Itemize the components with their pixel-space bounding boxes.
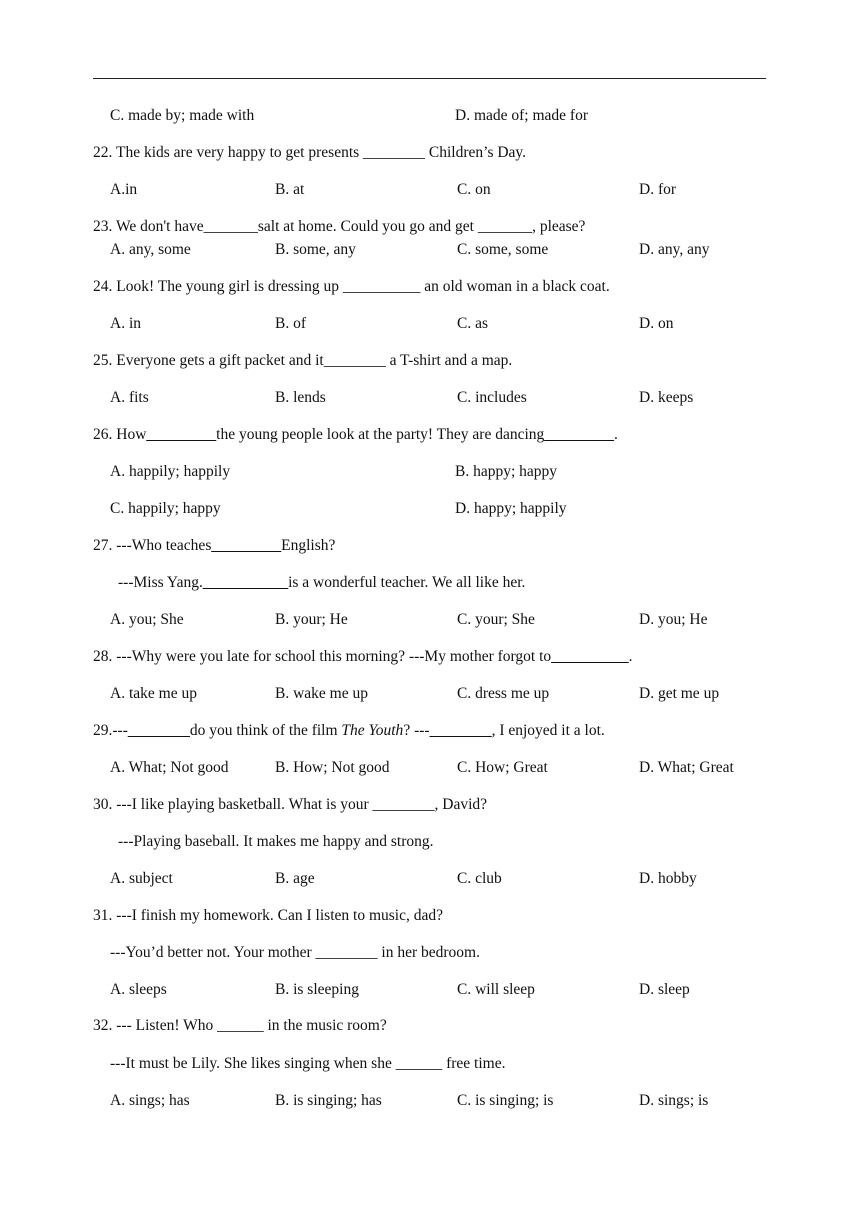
q24-option-d: D. on [639,315,674,332]
q30-option-c: C. club [457,870,502,887]
q23-option-a: A. any, some [110,241,191,258]
q31-reply: ---You’d better not. Your mother ________ in her bedroom. [110,944,480,961]
q29-stem-a: 29.--- [93,722,128,739]
q29-option-d: D. What; Great [639,759,734,776]
q26-stem-b: the young people look at the party! They are dancing [216,426,545,443]
q26-stem-c: . [614,426,618,443]
q25-option-d: D. keeps [639,389,694,406]
q26-option-c: C. happily; happy [110,500,221,517]
q26-option-d: D. happy; happily [455,500,567,517]
q24-option-b: B. of [275,315,306,332]
q29-stem-b: do you think of the film [189,722,342,739]
q31-option-d: D. sleep [639,981,690,998]
q28-option-a: A. take me up [110,685,197,702]
q31-option-a: A. sleeps [110,981,167,998]
q29-option-a: A. What; Not good [110,759,229,776]
q30-option-d: D. hobby [639,870,697,887]
q29-option-b: B. How; Not good [275,759,390,776]
q32-reply: ---It must be Lily. She likes singing when she ______ free time. [110,1055,506,1072]
q32-option-a: A. sings; has [110,1092,190,1109]
q27-stem [93,536,335,556]
q30-option-a: A. subject [110,870,173,887]
q24-option-a: A. in [110,315,141,332]
q32-option-c: C. is singing; is [457,1092,554,1109]
q31-stem: 31. ---I finish my homework. Can I listen to music, dad? [93,907,443,924]
q21-option-d: D. made of; made for [455,107,588,124]
q26-stem-a: 26. How [93,426,147,443]
q26-option-a: A. happily; happily [110,463,231,480]
q29-film-title: The Youth [341,722,404,739]
q26-option-b: B. happy; happy [455,463,558,480]
q27-stem-a: 27. ---Who teaches [93,537,212,554]
q23-option-c: C. some, some [457,241,549,258]
q27-reply-a: ---Miss Yang. [118,574,203,591]
q32-stem: 32. --- Listen! Who ______ in the music room? [93,1017,387,1034]
q28-option-b: B. wake me up [275,685,368,702]
q31-option-c: C. will sleep [457,981,535,998]
q32-option-b: B. is singing; has [275,1092,382,1109]
q32-option-d: D. sings; is [639,1092,709,1109]
q29-stem-c: ? --- [403,722,430,739]
q28-option-c: C. dress me up [457,685,550,702]
q26-blank-1: _________ [146,426,217,443]
q22-option-d: D. for [639,181,677,198]
q27-option-a: A. you; She [110,611,184,628]
q23-stem: 23. We don't have_______salt at home. Could you go and get _______, please? [93,218,586,235]
q25-option-c: C. includes [457,389,527,406]
q29-option-c: C. How; Great [457,759,548,776]
q22-option-a: A.in [110,181,138,198]
q30-stem: 30. ---I like playing basketball. What is your ________, David? [93,796,488,813]
q21-option-c: C. made by; made with [110,107,255,124]
q30-reply: ---Playing baseball. It makes me happy and strong. [118,833,434,850]
q31-option-b: B. is sleeping [275,981,359,998]
q27-option-c: C. your; She [457,611,535,628]
q27-reply [118,573,525,593]
q30-option-b: B. age [275,870,315,887]
q27-reply-b: is a wonderful teacher. We all like her. [288,574,526,591]
q24-option-c: C. as [457,315,488,332]
q26-blank-2: _________ [544,426,615,443]
q23-option-b: B. some, any [275,241,356,258]
q28-option-d: D. get me up [639,685,720,702]
q22-option-b: B. at [275,181,305,198]
q26-stem [93,425,618,445]
q25-option-b: B. lends [275,389,326,406]
q29-stem-d: , I enjoyed it a lot. [491,722,605,739]
q23-option-d: D. any, any [639,241,710,258]
q29-blank-1: ________ [127,722,190,739]
q27-blank-2: ___________ [202,574,289,591]
q27-blank-1: _________ [211,537,282,554]
q24-stem: 24. Look! The young girl is dressing up __________ an old woman in a black coat. [93,278,610,295]
q28-stem-b: . [628,648,633,665]
q29-blank-2: ________ [429,722,492,739]
q28-stem [93,647,633,667]
q29-stem [93,721,605,741]
q28-stem-a: 28. ---Why were you late for school this morning? ---My mother forgot to [93,648,552,665]
q28-blank: __________ [551,648,629,665]
q25-option-a: A. fits [110,389,149,406]
header-rule [93,78,766,79]
q22-option-c: C. on [457,181,491,198]
q27-option-b: B. your; He [275,611,348,628]
q27-option-d: D. you; He [639,611,708,628]
q25-stem: 25. Everyone gets a gift packet and it________ a T-shirt and a map. [93,352,513,369]
q22-stem: 22. The kids are very happy to get presents ________ Children’s Day. [93,144,527,161]
q27-stem-b: English? [281,537,336,554]
